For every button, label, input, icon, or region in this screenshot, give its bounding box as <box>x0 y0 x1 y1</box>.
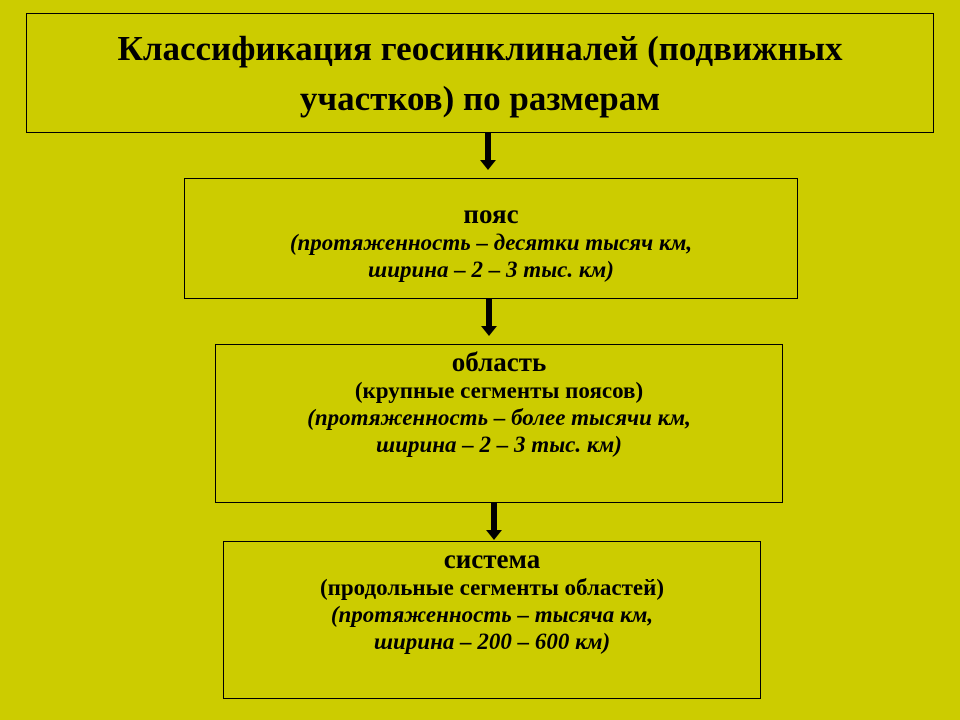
level-detail: ширина – 2 – 3 тыс. км) <box>376 432 622 457</box>
level-detail: ширина – 200 – 600 км) <box>373 629 611 654</box>
level-detail: (крупные сегменты поясов) <box>354 378 644 403</box>
level-detail: (протяженность – более тысячи км, <box>307 405 691 430</box>
level-name: область <box>451 347 547 377</box>
arrow-down-icon <box>486 503 502 540</box>
level-name: пояс <box>463 199 519 229</box>
arrow-down-icon <box>480 133 496 170</box>
level-box-belt <box>184 178 798 299</box>
diagram-title-line-2: участков) по размерам <box>299 79 661 118</box>
diagram-title-line-1: Классификация геосинклиналей (подвижных <box>117 29 843 68</box>
level-detail: (протяженность – тысяча км, <box>330 602 654 627</box>
level-detail: ширина – 2 – 3 тыс. км) <box>368 257 614 282</box>
level-detail: (протяженность – десятки тысяч км, <box>289 230 693 255</box>
level-box-system <box>223 541 761 699</box>
level-detail: (продольные сегменты областей) <box>319 575 665 600</box>
arrow-down-icon <box>481 299 497 336</box>
level-name: система <box>443 544 541 574</box>
level-box-region <box>215 344 783 503</box>
diagram-title-box <box>26 13 934 133</box>
